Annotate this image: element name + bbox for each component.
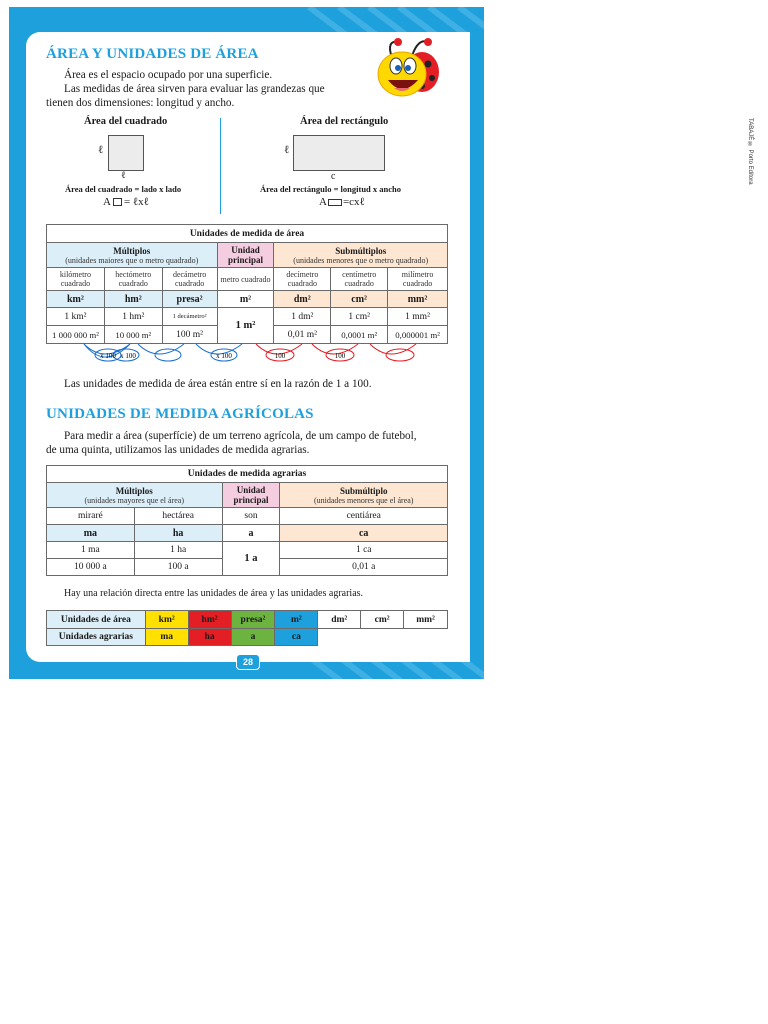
agri-unit-symbol: ca: [280, 525, 448, 542]
relation-text: Hay una relación directa entre las unidades de área y las unidades agrarias.: [64, 588, 364, 599]
rectangle-formula-text: Área del rectángulo = longitud x ancho: [260, 184, 402, 194]
unit-symbol: hm²: [104, 291, 162, 308]
publisher-side-text: TABAJÉ ® Porto Editora: [747, 118, 753, 185]
submultiples-title: Submúltiplos: [335, 245, 387, 256]
agri-multiples-title: Múltiplos: [115, 485, 153, 496]
relation-table: [46, 610, 448, 646]
page-number: 28: [236, 654, 260, 670]
relation-cell-area: m²: [275, 611, 318, 629]
relation-empty: [361, 629, 404, 646]
square-formula-text: Área del cuadrado = lado x lado: [65, 184, 182, 194]
multiples-subtitle: (unidades maiores que o metro quadrado): [65, 255, 199, 265]
agri-unit-name: hectárea: [134, 508, 222, 525]
agri-principal-header: Unidad principal: [222, 483, 280, 508]
agri-unit-symbol: a: [222, 525, 280, 542]
agrarian-units-table: [46, 465, 448, 576]
unit-name: centímetro cuadrado: [331, 268, 388, 291]
equivalence-cell: 0,0001 m²: [331, 326, 388, 344]
equivalence-cell: 1 mm²: [388, 308, 448, 326]
relation-cell-area: mm²: [404, 611, 448, 629]
agri-equivalence-cell: 100 a: [134, 559, 222, 576]
intro-line-2: Las medidas de área sirven para evaluar las grandezas que: [64, 83, 325, 95]
small-square-icon: [113, 198, 122, 206]
principal-header: Unidad principal: [217, 243, 274, 268]
relation-empty: [404, 629, 448, 646]
rectangle-side-label: ℓ: [284, 144, 290, 156]
unit-symbol: cm²: [331, 291, 388, 308]
agri-equivalence-cell: 1 ha: [134, 542, 222, 559]
submultiples-subtitle: (unidades menores que o metro quadrado): [293, 255, 429, 265]
relation-cell-agrarian: a: [231, 629, 275, 646]
rectangle-shape: [293, 135, 385, 171]
agri-intro-line-1: Para medir a área (superfície) de um terreno agrícola, de um campo de futebol,: [64, 430, 417, 442]
relation-empty: [318, 629, 361, 646]
agri-unit-name: son: [222, 508, 280, 525]
relation-cell-area: km²: [145, 611, 188, 629]
rectangle-bottom-label: c: [331, 171, 336, 182]
multiples-title: Múltiplos: [113, 245, 151, 256]
agri-unit-name: centiárea: [280, 508, 448, 525]
unit-symbol: presa²: [162, 291, 217, 308]
page-title: ÁREA Y UNIDADES DE ÁREA: [46, 46, 259, 62]
agri-table-title: Unidades de medida agrarias: [47, 466, 448, 483]
equivalence-cell: 0,01 m²: [274, 326, 331, 344]
equivalence-cell: 1 decámetro²: [162, 308, 217, 326]
agri-multiples-header: [47, 483, 223, 508]
agri-equivalence-cell: 0,01 a: [280, 559, 448, 576]
relation-row-label: Unidades de área: [47, 611, 146, 629]
area-units-table: [46, 224, 448, 344]
unit-name: hectómetro cuadrado: [104, 268, 162, 291]
agri-unit-symbol: ma: [47, 525, 135, 542]
arrow-label: x 100: [216, 352, 232, 360]
relation-row-label: Unidades agrarias: [47, 629, 146, 646]
agri-sub-subtitle: (unidades menores que el área): [313, 495, 414, 505]
relation-cell-agrarian: ha: [188, 629, 231, 646]
divider: [220, 118, 221, 214]
equivalence-cell: 1 hm²: [104, 308, 162, 326]
agri-equivalence-principal: 1 a: [222, 542, 280, 576]
rectangle-formula: [319, 196, 365, 208]
mascot-ladybug-icon: [372, 36, 442, 104]
square-shape: [108, 135, 144, 171]
conversion-arrows: [46, 340, 448, 370]
relation-cell-area: presa²: [231, 611, 275, 629]
unit-symbol: dm²: [274, 291, 331, 308]
unit-name: milímetro cuadrado: [388, 268, 448, 291]
agri-title: UNIDADES DE MEDIDA AGRÍCOLAS: [46, 406, 314, 422]
square-side-label: ℓ: [98, 144, 104, 156]
square-formula-lhs: A: [103, 196, 111, 208]
unit-symbol: m²: [217, 291, 274, 308]
area-table-title: Unidades de medida de área: [47, 225, 448, 243]
equivalence-cell: 1 000 000 m²: [47, 326, 105, 344]
arrow-label: x 100: [100, 352, 116, 360]
agri-unit-name: miraré: [47, 508, 135, 525]
agri-unit-symbol: ha: [134, 525, 222, 542]
equivalence-cell: 100 m²: [162, 326, 217, 344]
equivalence-cell-principal: 1 m²: [217, 308, 274, 344]
equivalence-cell: 10 000 m²: [104, 326, 162, 344]
arrow-label: x 100: [120, 352, 136, 360]
relation-cell-agrarian: ca: [275, 629, 318, 646]
unit-name: decímetro cuadrado: [274, 268, 331, 291]
square-heading: Área del cuadrado: [84, 116, 168, 127]
multiples-header: [47, 243, 218, 268]
agri-multiples-subtitle: (unidades mayores que el área): [84, 495, 185, 505]
unit-symbol: mm²: [388, 291, 448, 308]
square-bottom-label: ℓ: [121, 170, 126, 181]
rectangle-formula-rhs: =cxℓ: [342, 196, 365, 208]
intro-line-3: tienen dos dimensiones: longitud y ancho.: [46, 97, 235, 109]
square-formula-rhs: = ℓxℓ: [123, 196, 149, 208]
submultiples-header: [274, 243, 448, 268]
unit-name: decámetro cuadrado: [162, 268, 217, 291]
equivalence-cell: 0,000001 m²: [388, 326, 448, 344]
small-rectangle-icon: [328, 199, 342, 206]
agri-equivalence-cell: 10 000 a: [47, 559, 135, 576]
relation-cell-area: dm²: [318, 611, 361, 629]
arrow-label: 100: [274, 352, 286, 360]
agri-equivalence-cell: 1 ca: [280, 542, 448, 559]
unit-name: kilómetro cuadrado: [47, 268, 105, 291]
unit-name: metro cuadrado: [217, 268, 274, 291]
rectangle-formula-lhs: A: [319, 196, 327, 208]
intro-line-1: Área es el espacio ocupado por una superficie.: [64, 69, 273, 81]
relation-cell-area: hm²: [188, 611, 231, 629]
equivalence-cell: 1 dm²: [274, 308, 331, 326]
unit-symbol: km²: [47, 291, 105, 308]
square-formula: [103, 196, 149, 208]
agri-sub-header: [280, 483, 448, 508]
agri-intro-line-2: de uma quinta, utilizamos las unidades de medida agrarias.: [46, 444, 310, 456]
agri-equivalence-cell: 1 ma: [47, 542, 135, 559]
relation-cell-agrarian: ma: [145, 629, 188, 646]
equivalence-cell: 1 km²: [47, 308, 105, 326]
agri-sub-title: Submúltiplo: [339, 485, 388, 496]
ratio-text: Las unidades de medida de área están entre sí en la razón de 1 a 100.: [64, 378, 372, 390]
rectangle-heading: Área del rectángulo: [300, 116, 389, 127]
relation-cell-area: cm²: [361, 611, 404, 629]
equivalence-cell: 1 cm²: [331, 308, 388, 326]
arrow-label: 100: [334, 352, 346, 360]
